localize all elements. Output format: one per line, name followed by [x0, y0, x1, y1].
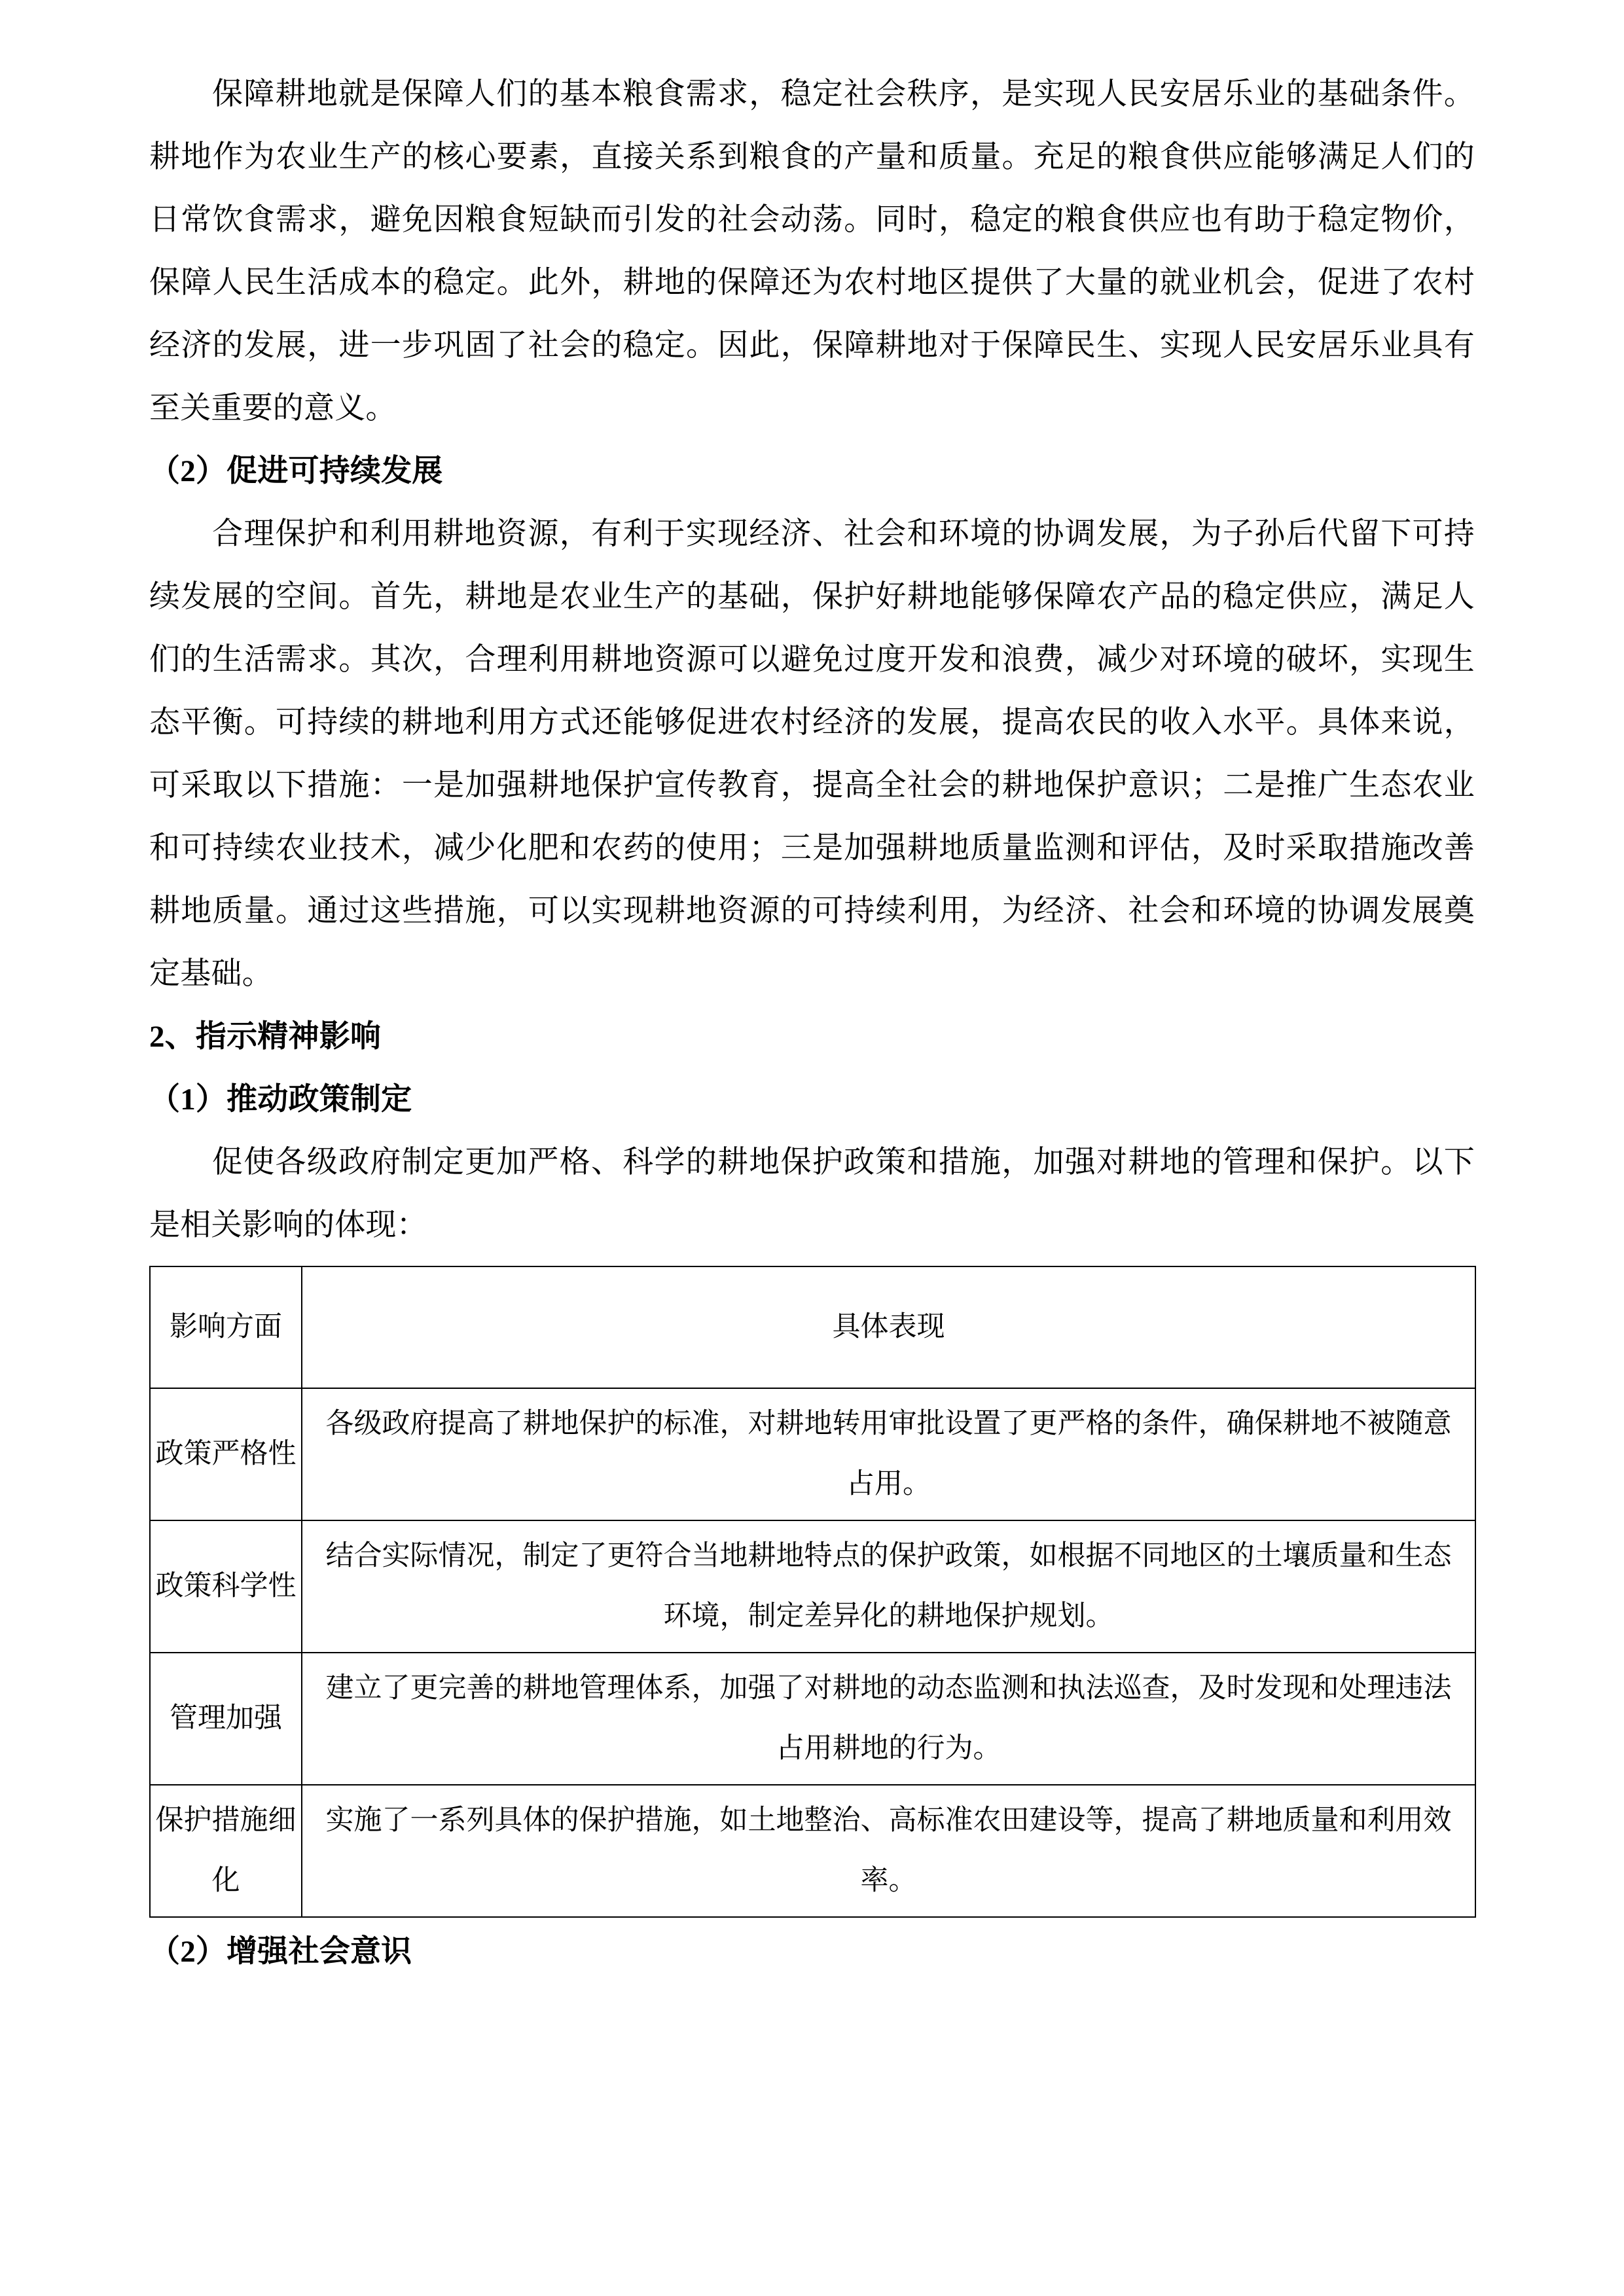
heading-zhishi-jingshen-yingxiang: 2、指示精神影响 [149, 1020, 382, 1054]
heading-zengqiang-shehui-yishi: （2）增强社会意识 [149, 1935, 412, 1969]
table-row [150, 1653, 1475, 1785]
table-cell-aspect: 管理加强 [150, 1653, 302, 1785]
impact-table [149, 1266, 1476, 1918]
table-cell-aspect: 保护措施细化 [150, 1785, 302, 1917]
paragraph-baozhang-gengdi: 保障耕地就是保障人们的基本粮食需求，稳定社会秩序，是实现人民安居乐业的基础条件。耕地作为农业生产的核心要素，直接关系到粮食的产量和质量。充足的粮食供应能够满足人们的日常饮食需求，避免因粮食短缺而引发的社会动荡。同时，稳定的粮食供应也有助于稳定物价，保障人民生活成本的稳定。此外，耕地的保障还为农村地区提供了大量的就业机会，促进了农村经济的发展，进一步巩固了社会的稳定。因此，保障耕地对于保障民生、实现人民安居乐业具有至关重要的意义。 [149, 77, 1475, 425]
table-cell-detail: 结合实际情况，制定了更符合当地耕地特点的保护政策，如根据不同地区的土壤质量和生态环境，制定差异化的耕地保护规划。 [302, 1520, 1475, 1653]
table-row [150, 1785, 1475, 1917]
table-cell-detail: 建立了更完善的耕地管理体系，加强了对耕地的动态监测和执法巡查，及时发现和处理违法占用耕地的行为。 [302, 1653, 1475, 1785]
table-cell-detail: 实施了一系列具体的保护措施，如土地整治、高标准农田建设等，提高了耕地质量和利用效率。 [302, 1785, 1475, 1917]
heading-cujin-kechixu-fazhan: （2）促进可持续发展 [149, 454, 443, 488]
paragraph-kechixu-fazhan: 合理保护和利用耕地资源，有利于实现经济、社会和环境的协调发展，为子孙后代留下可持续发展的空间。首先，耕地是农业生产的基础，保护好耕地能够保障农产品的稳定供应，满足人们的生活需求。其次，合理利用耕地资源可以避免过度开发和浪费，减少对环境的破坏，实现生态平衡。可持续的耕地利用方式还能够促进农村经济的发展，提高农民的收入水平。具体来说，可采取以下措施：一是加强耕地保护宣传教育，提高全社会的耕地保护意识；二是推广生态农业和可持续农业技术，减少化肥和农药的使用；三是加强耕地质量监测和评估，及时采取措施改善耕地质量。通过这些措施，可以实现耕地资源的可持续利用，为经济、社会和环境的协调发展奠定基础。 [149, 517, 1475, 991]
table-cell-aspect: 政策科学性 [150, 1520, 302, 1653]
table-row [150, 1520, 1475, 1653]
document-body [149, 63, 1475, 1983]
table-header-row [150, 1266, 1475, 1388]
table-cell-detail: 各级政府提高了耕地保护的标准，对耕地转用审批设置了更严格的条件，确保耕地不被随意占用。 [302, 1388, 1475, 1520]
table-header-aspect: 影响方面 [150, 1266, 302, 1388]
table-cell-aspect: 政策严格性 [150, 1388, 302, 1520]
table-header-detail: 具体表现 [302, 1266, 1475, 1388]
heading-tuidong-zhengce-zhiding: （1）推动政策制定 [149, 1083, 412, 1117]
paragraph-tuidong-zhengce: 促使各级政府制定更加严格、科学的耕地保护政策和措施，加强对耕地的管理和保护。以下是相关影响的体现： [149, 1145, 1475, 1242]
impact-table-body [150, 1266, 1475, 1917]
table-row [150, 1388, 1475, 1520]
